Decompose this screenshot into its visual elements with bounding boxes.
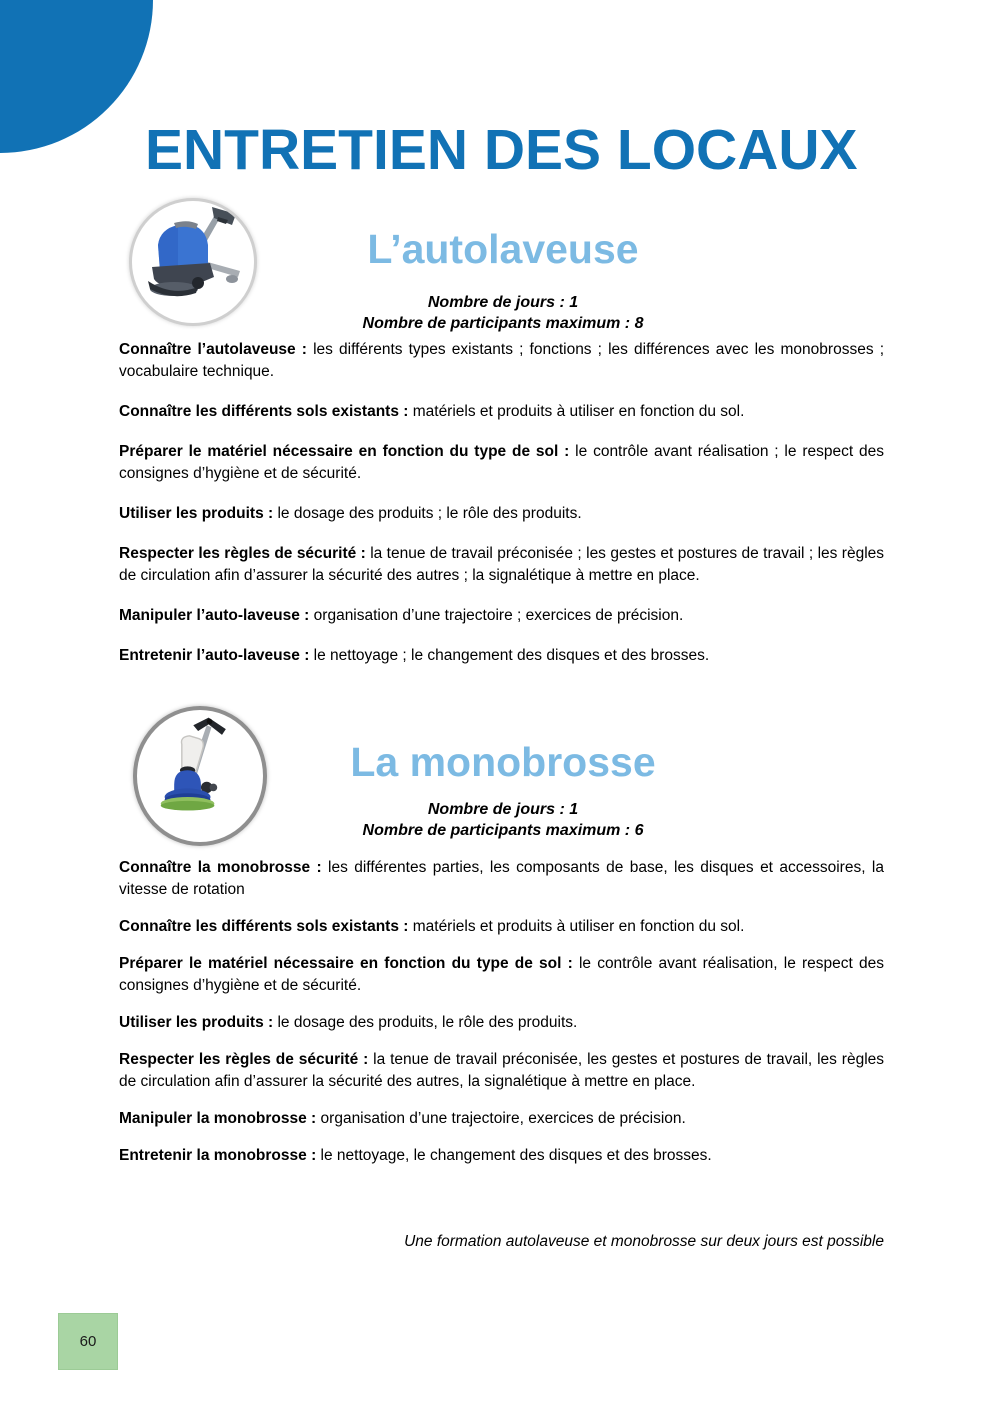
objective-body: le dosage des produits ; le rôle des produits. [273, 505, 582, 522]
section-heading-monobrosse: La monobrosse [350, 739, 656, 785]
page-number-badge [58, 1313, 118, 1370]
objective-lead: Respecter les règles de sécurité : [119, 545, 366, 562]
objective-paragraph [119, 605, 884, 627]
objective-body: les différents types existants ; fonctions ; les différences avec les monobrosses ; vocabulaire technique. [119, 341, 884, 380]
objective-lead: Connaître l’autolaveuse : [119, 341, 307, 358]
objective-body: matériels et produits à utiliser en fonction du sol. [408, 403, 745, 420]
objective-paragraph [119, 401, 884, 423]
objective-lead: Préparer le matériel nécessaire en fonction du type de sol : [119, 443, 570, 460]
objective-paragraph [119, 503, 884, 525]
days-line: Nombre de jours : 1 [427, 294, 579, 311]
objective-paragraph [119, 953, 884, 997]
objective-paragraph [119, 1145, 884, 1167]
objective-lead: Entretenir la monobrosse : [119, 1147, 317, 1164]
objective-body: le dosage des produits, le rôle des produits. [273, 1014, 578, 1031]
objective-body: organisation d’une trajectoire, exercices de précision. [316, 1110, 686, 1127]
objectives-monobrosse [119, 857, 884, 1182]
page-title: ENTRETIEN DES LOCAUX [145, 118, 858, 182]
objective-lead: Connaître les différents sols existants : [119, 403, 409, 420]
objective-body: les différentes parties, les composants de base, les disques et accessoires, la vitesse de rotation [119, 859, 884, 898]
section-heading-autolaveuse: L’autolaveuse [367, 226, 639, 272]
objective-paragraph [119, 857, 884, 901]
participants-line: Nombre de participants maximum : 6 [362, 822, 644, 839]
objective-paragraph [119, 1012, 884, 1034]
objective-body: organisation d’une trajectoire ; exercices de précision. [309, 607, 684, 624]
objective-lead: Utiliser les produits : [119, 1014, 274, 1031]
objective-lead: Respecter les règles de sécurité : [119, 1051, 369, 1068]
objective-body: matériels et produits à utiliser en fonction du sol. [408, 918, 745, 935]
objective-paragraph [119, 543, 884, 587]
objectives-autolaveuse [119, 339, 884, 685]
course-meta-autolaveuse [119, 292, 887, 334]
objective-body: le contrôle avant réalisation ; le respect des consignes d’hygiène et de sécurité. [119, 443, 884, 482]
objective-lead: Entretenir l’auto-laveuse : [119, 647, 310, 664]
objective-body: le nettoyage, le changement des disques et des brosses. [316, 1147, 712, 1164]
objective-lead: Manipuler l’auto-laveuse : [119, 607, 310, 624]
objective-paragraph [119, 441, 884, 485]
footer-note: Une formation autolaveuse et monobrosse sur deux jours est possible [404, 1233, 884, 1250]
objective-paragraph [119, 339, 884, 383]
objective-body: le contrôle avant réalisation, le respect des consignes d’hygiène et de sécurité. [119, 955, 884, 994]
objective-body: la tenue de travail préconisée ; les gestes et postures de travail ; les règles de circulation afin d’assurer la sécurité des autres ; la signalétique à mettre en place. [119, 545, 885, 584]
objective-lead: Connaître les différents sols existants : [119, 918, 409, 935]
days-line: Nombre de jours : 1 [427, 801, 579, 818]
corner-decoration [0, 0, 153, 153]
objective-lead: Connaître la monobrosse : [119, 859, 322, 876]
objective-paragraph [119, 916, 884, 938]
objective-lead: Manipuler la monobrosse : [119, 1110, 317, 1127]
course-meta-monobrosse [119, 799, 887, 841]
objective-paragraph [119, 645, 884, 667]
objective-body: la tenue de travail préconisée, les gestes et postures de travail, les règles de circulation afin d’assurer la sécurité des autres, la signalétique à mettre en place. [119, 1051, 885, 1090]
objective-lead: Préparer le matériel nécessaire en fonction du type de sol : [119, 955, 573, 972]
objective-paragraph [119, 1108, 884, 1130]
page-number: 60 [79, 1333, 97, 1350]
objective-paragraph [119, 1049, 884, 1093]
objective-body: le nettoyage ; le changement des disques et des brosses. [309, 647, 710, 664]
participants-line: Nombre de participants maximum : 8 [362, 315, 644, 332]
objective-lead: Utiliser les produits : [119, 505, 274, 522]
